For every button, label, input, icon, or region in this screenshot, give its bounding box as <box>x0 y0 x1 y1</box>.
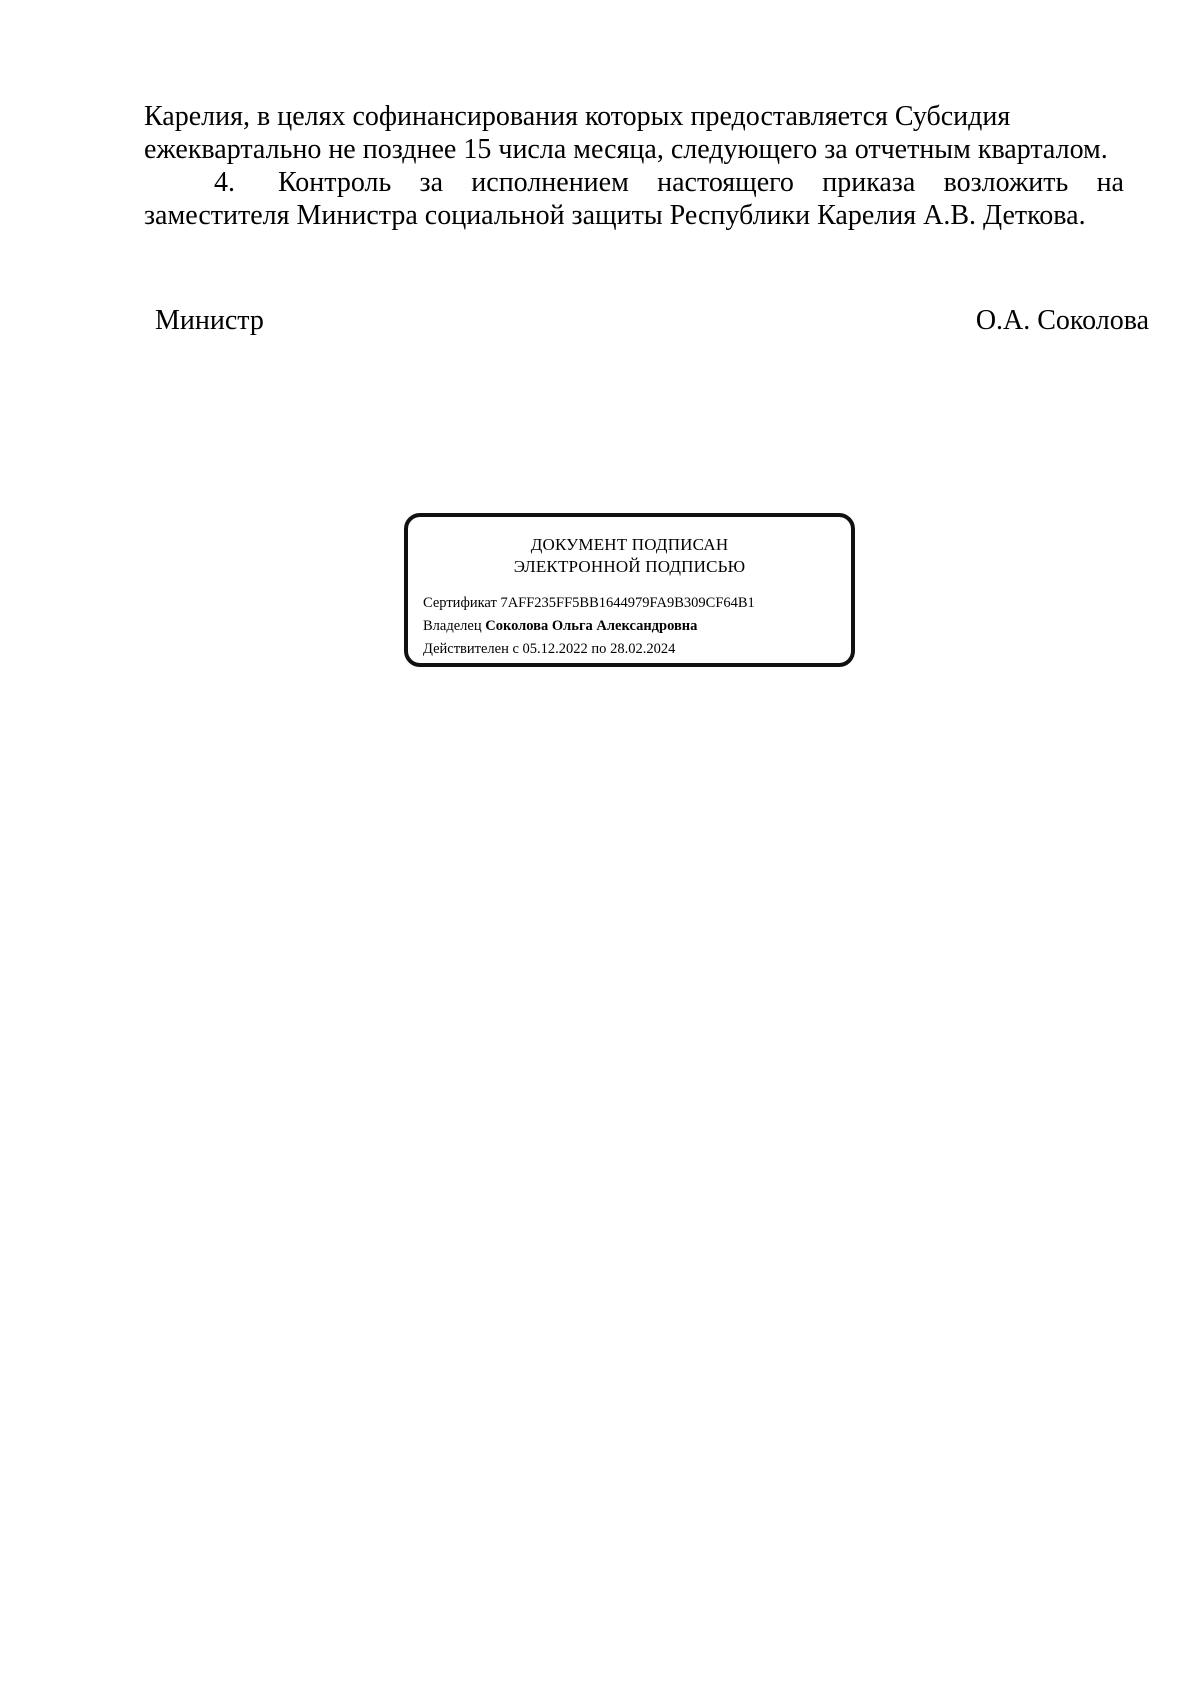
validity-label: Действителен <box>423 641 509 657</box>
signatory-title: Министр <box>155 305 264 336</box>
item-number: 4. <box>214 167 235 198</box>
validity-line <box>423 638 755 661</box>
stamp-details <box>423 592 755 661</box>
validity-to-date: 28.02.2024 <box>610 641 676 657</box>
certificate-line <box>423 592 755 615</box>
stamp-heading-line-2: ЭЛЕКТРОННОЙ ПОДПИСЬЮ <box>513 557 746 576</box>
item-text: Контроль за исполнением настоящего приказа возложить на заместителя Министра социальной защиты Республики Карелия А.В. Деткова. <box>144 167 1124 231</box>
signatory-name: О.А. Соколова <box>975 305 1149 336</box>
validity-from-label: с <box>512 641 519 657</box>
certificate-label: Сертификат <box>423 595 497 611</box>
owner-label: Владелец <box>423 618 482 634</box>
stamp-heading-line-1: ДОКУМЕНТ ПОДПИСАН <box>530 535 729 554</box>
paragraph-item-4 <box>144 166 1124 232</box>
paragraph-continuation <box>144 100 1124 166</box>
document-body <box>144 100 1124 232</box>
validity-to-label: по <box>591 641 607 657</box>
owner-line <box>423 615 755 638</box>
stamp-heading <box>408 534 851 578</box>
signature-block <box>155 304 1149 340</box>
validity-from-date: 05.12.2022 <box>522 641 588 657</box>
owner-value: Соколова Ольга Александровна <box>485 618 698 634</box>
electronic-signature-stamp <box>404 513 855 667</box>
paragraph-line-1: Карелия, в целях софинансирования которых предоставляется Субсидия <box>144 101 1011 132</box>
certificate-value: 7AFF235FF5BB1644979FA9B309CF64B1 <box>500 595 755 611</box>
paragraph-line-2: ежеквартально не позднее 15 числа месяца, следующего за отчетным кварталом. <box>144 134 1108 165</box>
